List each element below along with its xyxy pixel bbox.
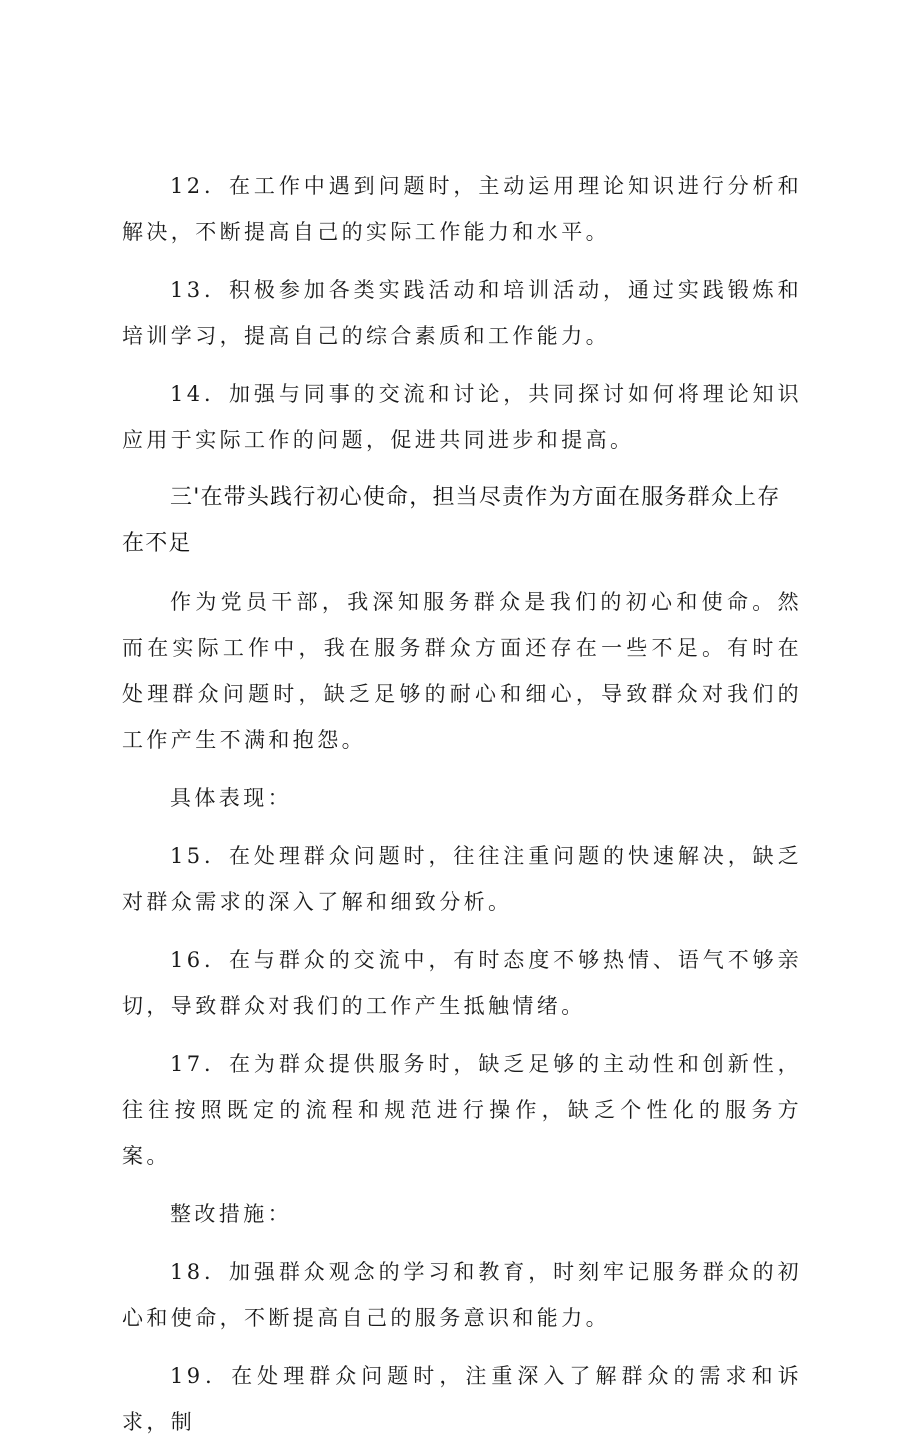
- label-rectification-measures: 整改措施：: [170, 1202, 292, 1226]
- paragraph-gap: [122, 1237, 802, 1249]
- paragraph-gap: [122, 359, 802, 371]
- paragraph-item-19: 19．在处理群众问题时，注重深入了解群众的需求和诉求，制: [122, 1364, 802, 1434]
- paragraph-gap: [122, 763, 802, 775]
- paragraph-gap: [122, 1179, 802, 1191]
- paragraph-gap: [122, 255, 802, 267]
- paragraph-gap: [122, 463, 802, 475]
- paragraph-item-17: 17．在为群众提供服务时，缺乏足够的主动性和创新性，往往按照既定的流程和规范进行操作，缺乏个性化的服务方案。: [122, 1052, 802, 1168]
- paragraph-item-14: 14．加强与同事的交流和讨论，共同探讨如何将理论知识应用于实际工作的问题，促进共同进步和提高。: [122, 382, 802, 452]
- section-intro-paragraph: 作为党员干部，我深知服务群众是我们的初心和使命。然而在实际工作中，我在服务群众方面还存在一些不足。有时在处理群众问题时，缺乏足够的耐心和细心，导致群众对我们的工作产生不满和抱怨。: [122, 590, 802, 752]
- paragraph-gap: [122, 567, 802, 579]
- section-heading-3: 三'在带头践行初心使命，担当尽责作为方面在服务群众上存在不足: [122, 485, 781, 556]
- paragraph-gap: [122, 821, 802, 833]
- paragraph-gap: [122, 1029, 802, 1041]
- paragraph-item-16: 16．在与群众的交流中，有时态度不够热情、语气不够亲切，导致群众对我们的工作产生抵触情绪。: [122, 948, 802, 1018]
- paragraph-gap: [122, 1341, 802, 1353]
- paragraph-item-18: 18．加强群众观念的学习和教育，时刻牢记服务群众的初心和使命，不断提高自己的服务意识和能力。: [122, 1260, 802, 1330]
- paragraph-item-12: 12．在工作中遇到问题时，主动运用理论知识进行分析和解决，不断提高自己的实际工作能力和水平。: [122, 174, 802, 244]
- document-body: [122, 163, 802, 1445]
- paragraph-gap: [122, 925, 802, 937]
- label-manifestations: 具体表现：: [170, 786, 292, 810]
- paragraph-item-13: 13．积极参加各类实践活动和培训活动，通过实践锻炼和培训学习，提高自己的综合素质和工作能力。: [122, 278, 802, 348]
- paragraph-item-15: 15．在处理群众问题时，往往注重问题的快速解决，缺乏对群众需求的深入了解和细致分析。: [122, 844, 802, 914]
